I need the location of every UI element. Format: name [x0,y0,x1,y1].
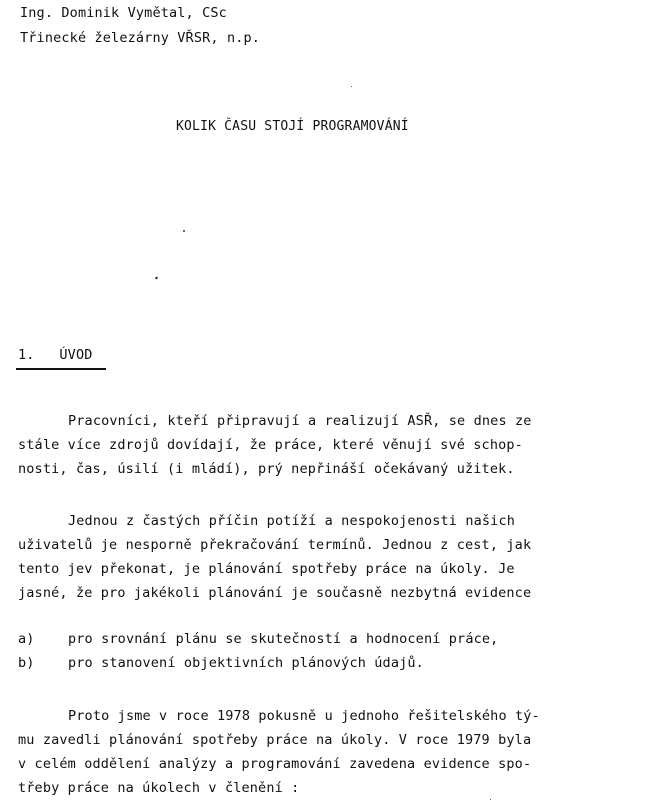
list-item-text: pro stanovení objektivních plánových údajů. [68,655,424,671]
author-affiliation: Třinecké železárny VŘSR, n.p. [20,30,261,46]
paragraph-1-line: nosti, čas, úsilí (i mládí), prý nepřináší očekávaný užitek. [18,461,515,477]
paragraph-1-line: Pracovníci, kteří připravují a realizují ASŘ, se dnes ze [68,413,532,429]
list-item-text: pro srovnání plánu se skutečností a hodnocení práce, [68,631,499,647]
paragraph-3-line: mu zavedli plánování spotřeby práce na úkoly. V roce 1979 byla [18,732,532,748]
paragraph-3-line: třeby práce na úkolech v členění : [18,780,300,796]
paragraph-2-line: uživatelů je nesporně překračování termínů. Jednou z cest, jak [18,537,532,553]
author-name: Ing. Dominik Vymětal, CSc [20,5,227,21]
section-heading [18,346,93,364]
document-title: KOLIK ČASU STOJÍ PROGRAMOVÁNÍ [176,119,409,134]
scan-speck [351,86,352,87]
paragraph-2-line: Jednou z častých příčin potíží a nespokojenosti našich [68,513,515,529]
scan-speck [490,799,491,800]
section-number: 1. [18,347,35,363]
scan-speck [183,230,185,232]
paragraph-3-line: Proto jsme v roce 1978 pokusně u jednoho řešitelského tý- [68,708,540,724]
scan-speck [155,276,159,279]
paragraph-2-line: tento jev překonat, je plánování spotřeby práce na úkoly. Je [18,561,515,577]
list-marker: a) [18,631,35,647]
list-marker: b) [18,655,35,671]
paragraph-3-line: v celém oddělení analýzy a programování zavedena evidence spo- [18,756,532,772]
paragraph-2-line: jasné, že pro jakékoli plánování je současně nezbytná evidence [18,585,532,601]
section-heading-underline [16,368,106,370]
section-name: ÚVOD [59,347,93,363]
paragraph-1-line: stále více zdrojů dovídají, že práce, které věnují své schop- [18,437,523,453]
